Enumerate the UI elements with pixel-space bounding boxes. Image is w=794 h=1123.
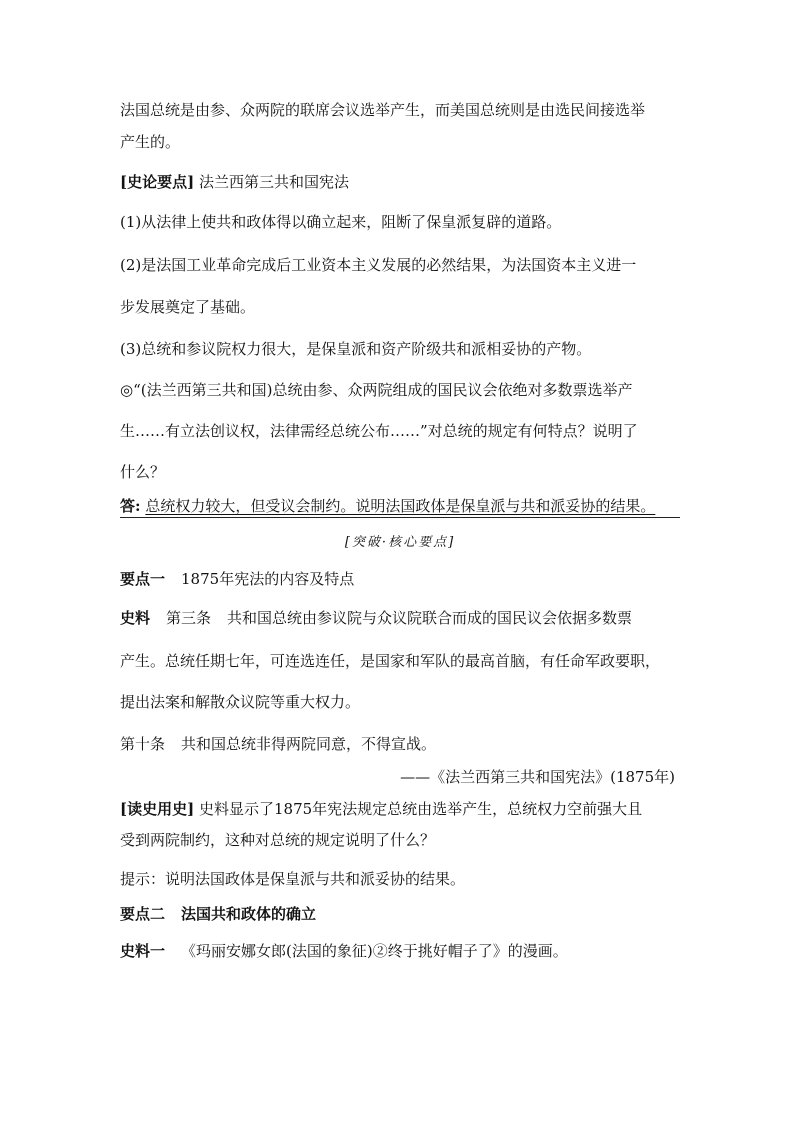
point-2-line-1: (2)是法国工业革命完成后工业资本主义发展的必然结果，为法国资本主义进一 — [120, 256, 637, 274]
source-label: 史料 — [120, 609, 151, 627]
point-1: (1)从法律上使共和政体得以确立起来，阻断了保皇派复辟的道路。 — [120, 213, 562, 231]
source-1-label: 史料一 — [120, 942, 166, 960]
question-line-2: 生……有立法创议权，法律需经总统公布……”对总统的规定有何特点？说明了 — [120, 422, 638, 440]
hint: 提示：说明法国政体是保皇派与共和派妥协的结果。 — [120, 870, 466, 888]
reading-tag: [读史用史] — [120, 800, 195, 818]
article-3-line-3: 提出法案和解散众议院等重大权力。 — [120, 693, 361, 711]
source-1-text: 《玛丽安娜女郎(法国的象征)②终于挑好帽子了》的漫画。 — [181, 942, 568, 960]
key-point-2-title: 法国共和政体的确立 — [181, 905, 317, 923]
section-title: 法兰西第三共和国宪法 — [198, 173, 349, 191]
section-tag: [史论要点] — [120, 173, 195, 191]
article-3-line-2: 产生。总统任期七年，可连选连任，是国家和军队的最高首脑，有任命军政要职， — [120, 652, 661, 670]
answer — [120, 496, 655, 516]
key-point-1-label: 要点一 — [120, 570, 166, 588]
question-line-3: 什么？ — [120, 463, 166, 481]
key-point-1-heading — [120, 569, 354, 589]
point-3: (3)总统和参议院权力很大，是保皇派和资产阶级共和派相妥协的产物。 — [120, 340, 592, 358]
divider — [120, 517, 680, 518]
section-banner: [突破·核心要点] — [344, 535, 456, 550]
answer-text: 总统权力较大，但受议会制约。说明法国政体是保皇派与共和派妥协的结果。 — [145, 497, 656, 515]
article-3-line-1 — [120, 608, 632, 628]
section-heading — [120, 172, 349, 192]
intro-line-1: 法国总统是由参、众两院的联席会议选举产生，而美国总统则是由选民间接选举 — [120, 101, 646, 119]
point-2-line-2: 步发展奠定了基础。 — [120, 298, 256, 316]
article-3-text: 共和国总统由参议院与众议院联合而成的国民议会依据多数票 — [227, 609, 633, 627]
article-3-label: 第三条 — [166, 609, 212, 627]
citation: ——《法兰西第三共和国宪法》(1875年) — [400, 768, 675, 786]
key-point-2-label: 要点二 — [120, 905, 166, 923]
key-point-2-heading — [120, 904, 316, 924]
article-10-label: 第十条 — [120, 735, 166, 753]
article-10-text: 共和国总统非得两院同意，不得宣战。 — [181, 735, 437, 753]
answer-label: 答: — [120, 497, 141, 515]
source-1 — [120, 941, 568, 961]
article-10 — [120, 734, 436, 754]
reading-text: 史料显示了1875年宪法规定总统由选举产生，总统权力空前强大且 — [198, 800, 643, 818]
reading-line-1 — [120, 799, 642, 819]
reading-line-2: 受到两院制约，这种对总统的规定说明了什么？ — [120, 831, 436, 849]
key-point-1-title: 1875年宪法的内容及特点 — [181, 570, 355, 588]
question-line-1: ◎“(法兰西第三共和国)总统由参、众两院组成的国民议会依绝对多数票选举产 — [120, 381, 633, 399]
intro-line-2: 产生的。 — [120, 133, 181, 151]
